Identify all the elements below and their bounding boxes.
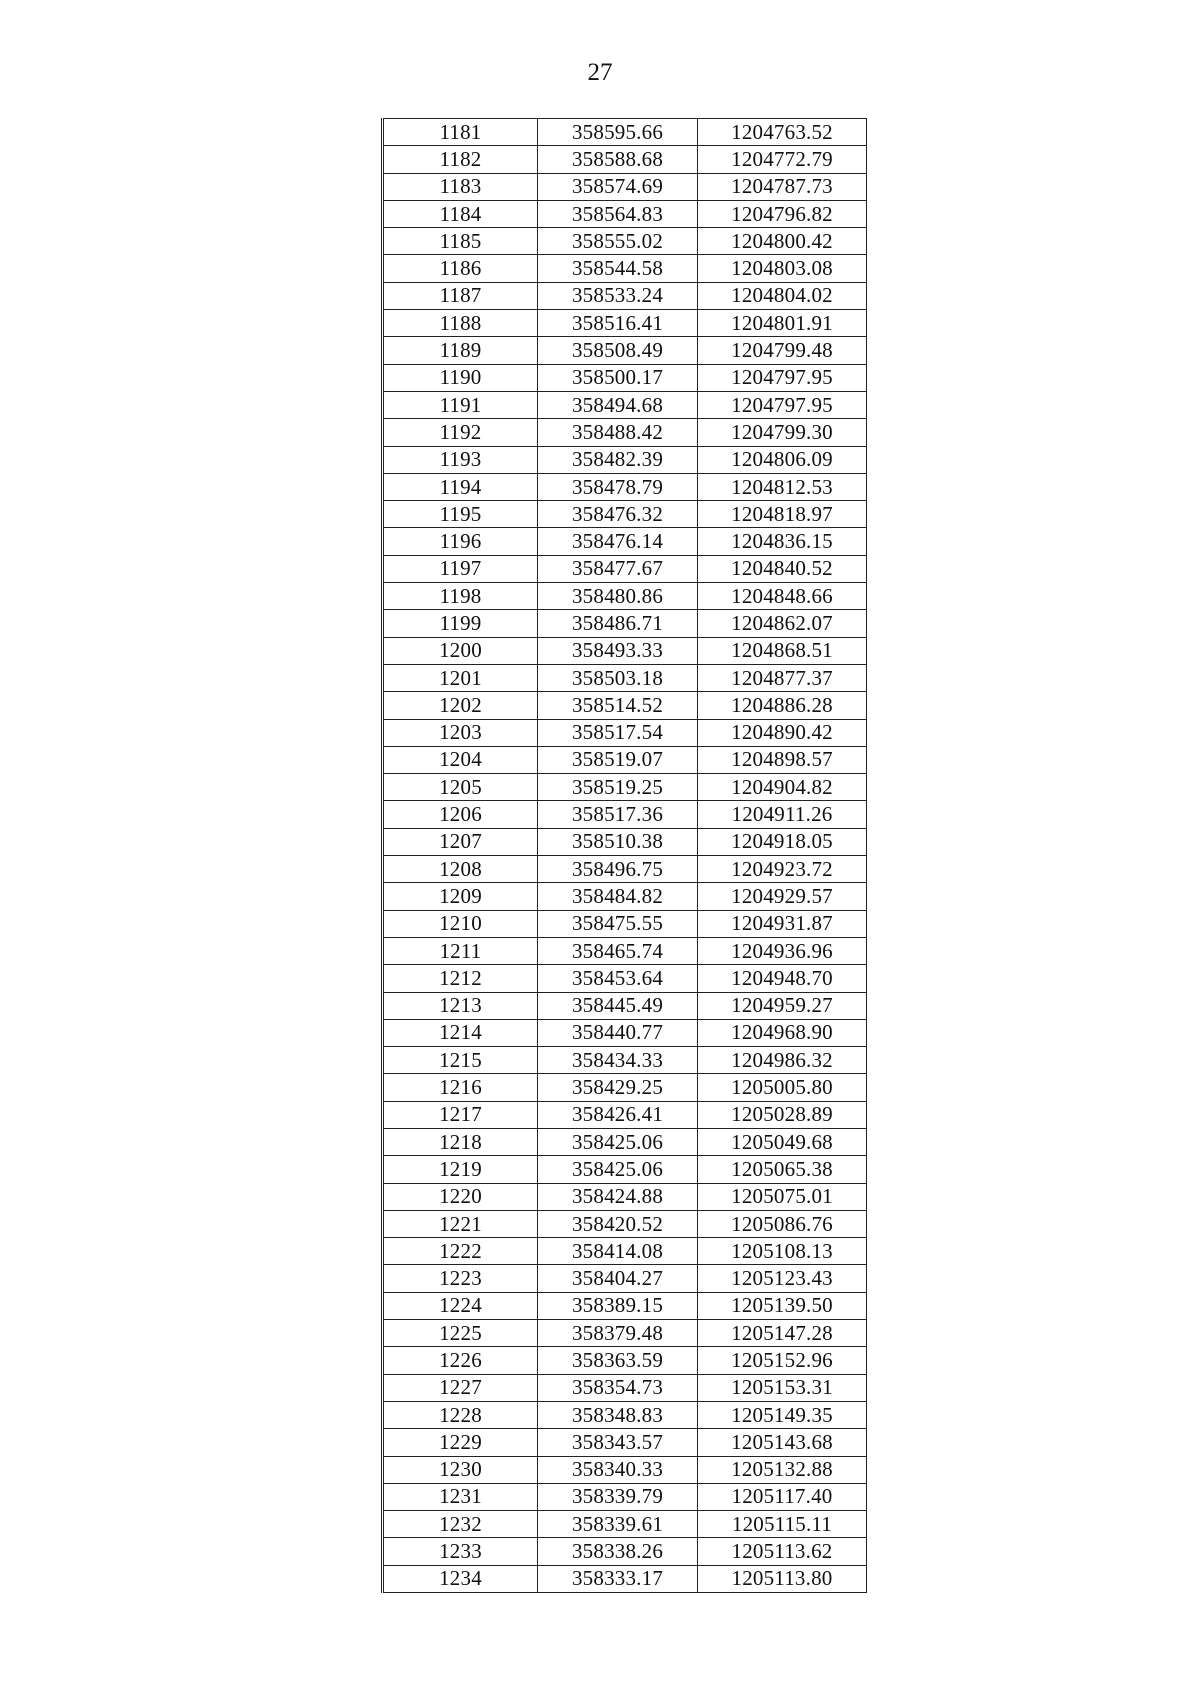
y-coordinate-cell: 1204836.15 (698, 528, 867, 555)
point-number-cell: 1232 (383, 1511, 538, 1538)
table-row (383, 555, 867, 582)
table-row (383, 282, 867, 309)
table-row (383, 801, 867, 828)
table-row (383, 583, 867, 610)
point-number-cell: 1231 (383, 1483, 538, 1510)
y-coordinate-cell: 1204799.30 (698, 419, 867, 446)
table-row (383, 1347, 867, 1374)
y-coordinate-cell: 1204936.96 (698, 937, 867, 964)
point-number-cell: 1202 (383, 692, 538, 719)
x-coordinate-cell: 358517.54 (538, 719, 698, 746)
y-coordinate-cell: 1204806.09 (698, 446, 867, 473)
point-number-cell: 1194 (383, 473, 538, 500)
y-coordinate-cell: 1205005.80 (698, 1074, 867, 1101)
point-number-cell: 1207 (383, 828, 538, 855)
y-coordinate-cell: 1205049.68 (698, 1128, 867, 1155)
point-number-cell: 1226 (383, 1347, 538, 1374)
table-row (383, 1156, 867, 1183)
table-row (383, 1265, 867, 1292)
x-coordinate-cell: 358465.74 (538, 937, 698, 964)
y-coordinate-cell: 1204959.27 (698, 992, 867, 1019)
y-coordinate-cell: 1205132.88 (698, 1456, 867, 1483)
y-coordinate-cell: 1204886.28 (698, 692, 867, 719)
point-number-cell: 1211 (383, 937, 538, 964)
table-row (383, 1183, 867, 1210)
point-number-cell: 1187 (383, 282, 538, 309)
x-coordinate-cell: 358514.52 (538, 692, 698, 719)
table-row (383, 965, 867, 992)
y-coordinate-cell: 1204911.26 (698, 801, 867, 828)
page-number: 27 (587, 59, 613, 86)
y-coordinate-cell: 1205065.38 (698, 1156, 867, 1183)
point-number-cell: 1185 (383, 228, 538, 255)
table-row (383, 1538, 867, 1565)
y-coordinate-cell: 1204929.57 (698, 883, 867, 910)
x-coordinate-cell: 358544.58 (538, 255, 698, 282)
point-number-cell: 1205 (383, 774, 538, 801)
table-row (383, 664, 867, 691)
point-number-cell: 1227 (383, 1374, 538, 1401)
x-coordinate-cell: 358503.18 (538, 664, 698, 691)
table-row (383, 1238, 867, 1265)
table-row (383, 1565, 867, 1592)
x-coordinate-cell: 358477.67 (538, 555, 698, 582)
x-coordinate-cell: 358379.48 (538, 1320, 698, 1347)
x-coordinate-cell: 358429.25 (538, 1074, 698, 1101)
point-number-cell: 1182 (383, 146, 538, 173)
table-row (383, 937, 867, 964)
table-row (383, 419, 867, 446)
x-coordinate-cell: 358426.41 (538, 1101, 698, 1128)
x-coordinate-cell: 358363.59 (538, 1347, 698, 1374)
x-coordinate-cell: 358500.17 (538, 364, 698, 391)
y-coordinate-cell: 1204848.66 (698, 583, 867, 610)
x-coordinate-cell: 358488.42 (538, 419, 698, 446)
table-row (383, 992, 867, 1019)
y-coordinate-cell: 1205147.28 (698, 1320, 867, 1347)
point-number-cell: 1184 (383, 200, 538, 227)
x-coordinate-cell: 358389.15 (538, 1292, 698, 1319)
table-row (383, 1511, 867, 1538)
y-coordinate-cell: 1204796.82 (698, 200, 867, 227)
point-number-cell: 1215 (383, 1047, 538, 1074)
table-row (383, 774, 867, 801)
point-number-cell: 1197 (383, 555, 538, 582)
y-coordinate-cell: 1204877.37 (698, 664, 867, 691)
point-number-cell: 1210 (383, 910, 538, 937)
point-number-cell: 1228 (383, 1401, 538, 1428)
x-coordinate-cell: 358476.14 (538, 528, 698, 555)
point-number-cell: 1186 (383, 255, 538, 282)
x-coordinate-cell: 358519.07 (538, 746, 698, 773)
x-coordinate-cell: 358484.82 (538, 883, 698, 910)
table-row (383, 446, 867, 473)
y-coordinate-cell: 1204948.70 (698, 965, 867, 992)
point-number-cell: 1221 (383, 1210, 538, 1237)
x-coordinate-cell: 358424.88 (538, 1183, 698, 1210)
point-number-cell: 1201 (383, 664, 538, 691)
point-number-cell: 1224 (383, 1292, 538, 1319)
table-row (383, 610, 867, 637)
table-row (383, 1374, 867, 1401)
x-coordinate-cell: 358517.36 (538, 801, 698, 828)
y-coordinate-cell: 1205149.35 (698, 1401, 867, 1428)
point-number-cell: 1234 (383, 1565, 538, 1592)
x-coordinate-cell: 358434.33 (538, 1047, 698, 1074)
table-row (383, 146, 867, 173)
point-number-cell: 1200 (383, 637, 538, 664)
x-coordinate-cell: 358425.06 (538, 1128, 698, 1155)
x-coordinate-cell: 358420.52 (538, 1210, 698, 1237)
x-coordinate-cell: 358564.83 (538, 200, 698, 227)
coordinates-table-body (383, 119, 867, 1593)
table-row (383, 719, 867, 746)
point-number-cell: 1181 (383, 119, 538, 146)
table-row (383, 1320, 867, 1347)
x-coordinate-cell: 358494.68 (538, 391, 698, 418)
point-number-cell: 1198 (383, 583, 538, 610)
table-row (383, 1128, 867, 1155)
x-coordinate-cell: 358496.75 (538, 856, 698, 883)
table-row (383, 528, 867, 555)
table-row (383, 856, 867, 883)
point-number-cell: 1195 (383, 501, 538, 528)
y-coordinate-cell: 1204812.53 (698, 473, 867, 500)
y-coordinate-cell: 1204797.95 (698, 391, 867, 418)
x-coordinate-cell: 358595.66 (538, 119, 698, 146)
table-row (383, 1401, 867, 1428)
y-coordinate-cell: 1204804.02 (698, 282, 867, 309)
y-coordinate-cell: 1204787.73 (698, 173, 867, 200)
x-coordinate-cell: 358338.26 (538, 1538, 698, 1565)
point-number-cell: 1222 (383, 1238, 538, 1265)
point-number-cell: 1220 (383, 1183, 538, 1210)
x-coordinate-cell: 358445.49 (538, 992, 698, 1019)
point-number-cell: 1204 (383, 746, 538, 773)
y-coordinate-cell: 1204868.51 (698, 637, 867, 664)
point-number-cell: 1199 (383, 610, 538, 637)
y-coordinate-cell: 1204904.82 (698, 774, 867, 801)
y-coordinate-cell: 1204818.97 (698, 501, 867, 528)
table-row (383, 910, 867, 937)
x-coordinate-cell: 358333.17 (538, 1565, 698, 1592)
table-row (383, 692, 867, 719)
point-number-cell: 1223 (383, 1265, 538, 1292)
y-coordinate-cell: 1205075.01 (698, 1183, 867, 1210)
table-row (383, 1101, 867, 1128)
y-coordinate-cell: 1204800.42 (698, 228, 867, 255)
point-number-cell: 1230 (383, 1456, 538, 1483)
table-row (383, 391, 867, 418)
table-row (383, 1047, 867, 1074)
table-row (383, 1456, 867, 1483)
point-number-cell: 1193 (383, 446, 538, 473)
point-number-cell: 1203 (383, 719, 538, 746)
y-coordinate-cell: 1205108.13 (698, 1238, 867, 1265)
table-row (383, 255, 867, 282)
table-row (383, 337, 867, 364)
point-number-cell: 1218 (383, 1128, 538, 1155)
point-number-cell: 1212 (383, 965, 538, 992)
table-row (383, 173, 867, 200)
coordinates-table (381, 118, 867, 1593)
table-row (383, 200, 867, 227)
point-number-cell: 1192 (383, 419, 538, 446)
y-coordinate-cell: 1204840.52 (698, 555, 867, 582)
x-coordinate-cell: 358482.39 (538, 446, 698, 473)
table-row (383, 1074, 867, 1101)
y-coordinate-cell: 1204799.48 (698, 337, 867, 364)
x-coordinate-cell: 358404.27 (538, 1265, 698, 1292)
point-number-cell: 1183 (383, 173, 538, 200)
y-coordinate-cell: 1205139.50 (698, 1292, 867, 1319)
y-coordinate-cell: 1205113.62 (698, 1538, 867, 1565)
y-coordinate-cell: 1204986.32 (698, 1047, 867, 1074)
table-row (383, 828, 867, 855)
point-number-cell: 1216 (383, 1074, 538, 1101)
point-number-cell: 1229 (383, 1429, 538, 1456)
y-coordinate-cell: 1204797.95 (698, 364, 867, 391)
x-coordinate-cell: 358453.64 (538, 965, 698, 992)
x-coordinate-cell: 358339.79 (538, 1483, 698, 1510)
point-number-cell: 1209 (383, 883, 538, 910)
x-coordinate-cell: 358343.57 (538, 1429, 698, 1456)
y-coordinate-cell: 1204803.08 (698, 255, 867, 282)
x-coordinate-cell: 358414.08 (538, 1238, 698, 1265)
x-coordinate-cell: 358493.33 (538, 637, 698, 664)
point-number-cell: 1217 (383, 1101, 538, 1128)
y-coordinate-cell: 1204772.79 (698, 146, 867, 173)
point-number-cell: 1225 (383, 1320, 538, 1347)
table-row (383, 501, 867, 528)
table-row (383, 473, 867, 500)
point-number-cell: 1233 (383, 1538, 538, 1565)
y-coordinate-cell: 1205123.43 (698, 1265, 867, 1292)
y-coordinate-cell: 1204890.42 (698, 719, 867, 746)
x-coordinate-cell: 358555.02 (538, 228, 698, 255)
x-coordinate-cell: 358519.25 (538, 774, 698, 801)
x-coordinate-cell: 358348.83 (538, 1401, 698, 1428)
point-number-cell: 1191 (383, 391, 538, 418)
x-coordinate-cell: 358425.06 (538, 1156, 698, 1183)
point-number-cell: 1214 (383, 1019, 538, 1046)
x-coordinate-cell: 358354.73 (538, 1374, 698, 1401)
table-row (383, 364, 867, 391)
table-row (383, 746, 867, 773)
y-coordinate-cell: 1204918.05 (698, 828, 867, 855)
x-coordinate-cell: 358339.61 (538, 1511, 698, 1538)
x-coordinate-cell: 358475.55 (538, 910, 698, 937)
y-coordinate-cell: 1205143.68 (698, 1429, 867, 1456)
y-coordinate-cell: 1204801.91 (698, 310, 867, 337)
x-coordinate-cell: 358574.69 (538, 173, 698, 200)
point-number-cell: 1213 (383, 992, 538, 1019)
y-coordinate-cell: 1205115.11 (698, 1511, 867, 1538)
x-coordinate-cell: 358588.68 (538, 146, 698, 173)
table-row (383, 1210, 867, 1237)
table-row (383, 637, 867, 664)
x-coordinate-cell: 358533.24 (538, 282, 698, 309)
table-row (383, 119, 867, 146)
y-coordinate-cell: 1204862.07 (698, 610, 867, 637)
point-number-cell: 1190 (383, 364, 538, 391)
table-row (383, 1292, 867, 1319)
x-coordinate-cell: 358510.38 (538, 828, 698, 855)
point-number-cell: 1208 (383, 856, 538, 883)
point-number-cell: 1189 (383, 337, 538, 364)
table-row (383, 883, 867, 910)
table-row (383, 228, 867, 255)
point-number-cell: 1219 (383, 1156, 538, 1183)
point-number-cell: 1206 (383, 801, 538, 828)
point-number-cell: 1188 (383, 310, 538, 337)
x-coordinate-cell: 358480.86 (538, 583, 698, 610)
x-coordinate-cell: 358516.41 (538, 310, 698, 337)
y-coordinate-cell: 1205117.40 (698, 1483, 867, 1510)
point-number-cell: 1196 (383, 528, 538, 555)
x-coordinate-cell: 358508.49 (538, 337, 698, 364)
x-coordinate-cell: 358486.71 (538, 610, 698, 637)
x-coordinate-cell: 358478.79 (538, 473, 698, 500)
y-coordinate-cell: 1204923.72 (698, 856, 867, 883)
y-coordinate-cell: 1205113.80 (698, 1565, 867, 1592)
y-coordinate-cell: 1204968.90 (698, 1019, 867, 1046)
y-coordinate-cell: 1204763.52 (698, 119, 867, 146)
table-row (383, 1429, 867, 1456)
y-coordinate-cell: 1205028.89 (698, 1101, 867, 1128)
table-row (383, 1483, 867, 1510)
table-row (383, 1019, 867, 1046)
y-coordinate-cell: 1205086.76 (698, 1210, 867, 1237)
x-coordinate-cell: 358440.77 (538, 1019, 698, 1046)
x-coordinate-cell: 358340.33 (538, 1456, 698, 1483)
y-coordinate-cell: 1205153.31 (698, 1374, 867, 1401)
x-coordinate-cell: 358476.32 (538, 501, 698, 528)
y-coordinate-cell: 1204931.87 (698, 910, 867, 937)
y-coordinate-cell: 1205152.96 (698, 1347, 867, 1374)
table-row (383, 310, 867, 337)
y-coordinate-cell: 1204898.57 (698, 746, 867, 773)
